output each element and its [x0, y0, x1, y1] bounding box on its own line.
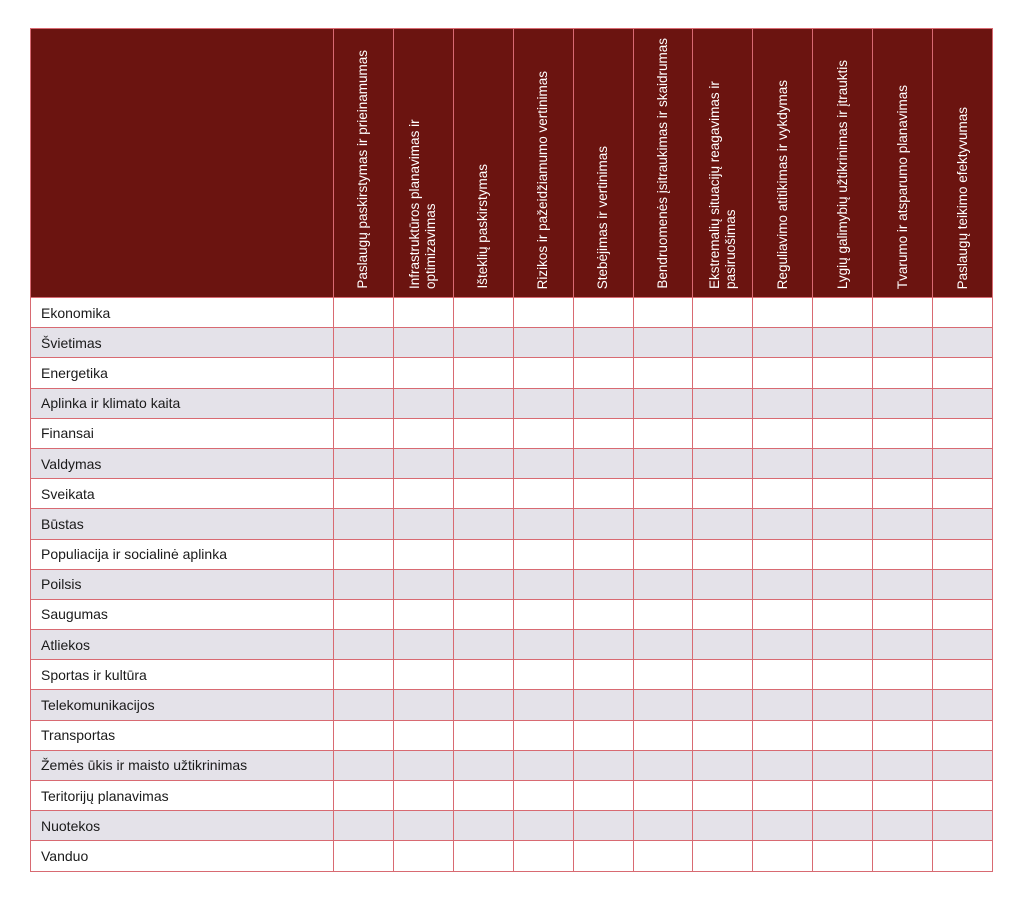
matrix-cell	[453, 841, 513, 871]
matrix-cell	[453, 811, 513, 841]
matrix-cell	[393, 630, 453, 660]
header-row	[31, 29, 993, 298]
column-header	[393, 29, 453, 298]
matrix-cell	[393, 750, 453, 780]
matrix-cell	[453, 418, 513, 448]
table-row	[31, 388, 993, 418]
table-row	[31, 328, 993, 358]
matrix-cell	[873, 358, 933, 388]
matrix-cell	[393, 690, 453, 720]
table-row	[31, 358, 993, 388]
matrix-cell	[753, 841, 813, 871]
matrix-cell	[933, 388, 993, 418]
matrix-cell	[753, 720, 813, 750]
matrix-cell	[633, 750, 693, 780]
table-row	[31, 569, 993, 599]
matrix-cell	[453, 358, 513, 388]
matrix-cell	[753, 479, 813, 509]
matrix-cell	[573, 448, 633, 478]
matrix-cell	[513, 569, 573, 599]
matrix-cell	[933, 509, 993, 539]
matrix-cell	[693, 569, 753, 599]
matrix-cell	[334, 599, 394, 629]
table-row	[31, 448, 993, 478]
table-row	[31, 418, 993, 448]
matrix-cell	[573, 358, 633, 388]
matrix-cell	[573, 720, 633, 750]
matrix-cell	[393, 841, 453, 871]
matrix-cell	[933, 418, 993, 448]
row-label: Populiacija ir socialinė aplinka	[31, 539, 334, 569]
column-header	[753, 29, 813, 298]
row-label: Nuotekos	[31, 811, 334, 841]
matrix-cell	[753, 509, 813, 539]
matrix-cell	[693, 811, 753, 841]
table-row	[31, 298, 993, 328]
row-label: Sportas ir kultūra	[31, 660, 334, 690]
matrix-cell	[513, 509, 573, 539]
matrix-cell	[573, 418, 633, 448]
matrix-cell	[513, 690, 573, 720]
column-header-label: Paslaugų paskirstymas ir prieinamumas	[355, 50, 371, 289]
matrix-cell	[693, 479, 753, 509]
matrix-cell	[933, 720, 993, 750]
matrix-cell	[453, 781, 513, 811]
matrix-cell	[693, 539, 753, 569]
matrix-cell	[393, 328, 453, 358]
matrix-cell	[753, 358, 813, 388]
matrix-cell	[573, 781, 633, 811]
matrix-cell	[513, 448, 573, 478]
matrix-cell	[753, 750, 813, 780]
table-row	[31, 599, 993, 629]
table-row	[31, 811, 993, 841]
matrix-cell	[393, 539, 453, 569]
matrix-cell	[393, 599, 453, 629]
matrix-cell	[693, 509, 753, 539]
matrix-cell	[393, 720, 453, 750]
column-header-label: Lygių galimybių užtikrinimas ir įtrauktis	[834, 59, 850, 289]
row-label: Energetika	[31, 358, 334, 388]
matrix-cell	[334, 690, 394, 720]
column-header-label: Išteklių paskirstymas	[475, 164, 491, 289]
matrix-cell	[693, 720, 753, 750]
matrix-cell	[513, 781, 573, 811]
matrix-cell	[873, 328, 933, 358]
column-header	[334, 29, 394, 298]
row-label: Sveikata	[31, 479, 334, 509]
matrix-cell	[753, 298, 813, 328]
matrix-cell	[453, 539, 513, 569]
matrix-cell	[873, 569, 933, 599]
matrix-cell	[334, 569, 394, 599]
row-label: Transportas	[31, 720, 334, 750]
matrix-cell	[513, 630, 573, 660]
matrix-cell	[573, 388, 633, 418]
matrix-cell	[393, 569, 453, 599]
matrix-cell	[753, 690, 813, 720]
matrix-cell	[813, 750, 873, 780]
matrix-cell	[813, 630, 873, 660]
matrix-cell	[873, 660, 933, 690]
matrix-cell	[633, 720, 693, 750]
matrix-cell	[933, 569, 993, 599]
matrix-cell	[693, 841, 753, 871]
matrix-cell	[873, 750, 933, 780]
matrix-cell	[633, 841, 693, 871]
matrix-cell	[813, 781, 873, 811]
matrix-cell	[873, 841, 933, 871]
matrix-cell	[334, 448, 394, 478]
matrix-cell	[933, 358, 993, 388]
matrix-cell	[573, 569, 633, 599]
matrix-cell	[873, 781, 933, 811]
matrix-cell	[933, 599, 993, 629]
column-header	[873, 29, 933, 298]
matrix-cell	[513, 811, 573, 841]
matrix-cell	[693, 750, 753, 780]
matrix-cell	[453, 750, 513, 780]
matrix-cell	[334, 811, 394, 841]
matrix-cell	[753, 599, 813, 629]
matrix-cell	[873, 630, 933, 660]
matrix-cell	[573, 539, 633, 569]
matrix-cell	[334, 630, 394, 660]
matrix-cell	[873, 599, 933, 629]
matrix-cell	[513, 720, 573, 750]
matrix-cell	[453, 720, 513, 750]
row-label: Teritorijų planavimas	[31, 781, 334, 811]
matrix-cell	[513, 599, 573, 629]
matrix-cell	[813, 509, 873, 539]
matrix-cell	[753, 448, 813, 478]
matrix-cell	[573, 328, 633, 358]
matrix-cell	[753, 539, 813, 569]
column-header	[453, 29, 513, 298]
table-row	[31, 539, 993, 569]
matrix-cell	[633, 479, 693, 509]
column-header	[813, 29, 873, 298]
assessment-matrix-table	[30, 28, 993, 872]
matrix-cell	[334, 358, 394, 388]
matrix-cell	[693, 418, 753, 448]
matrix-cell	[633, 539, 693, 569]
matrix-cell	[933, 750, 993, 780]
column-header-label: Reguliavimo atitikimas ir vykdymas	[774, 79, 790, 289]
matrix-cell	[813, 720, 873, 750]
matrix-cell	[933, 479, 993, 509]
table-row	[31, 509, 993, 539]
matrix-cell	[813, 660, 873, 690]
matrix-cell	[933, 660, 993, 690]
matrix-cell	[813, 358, 873, 388]
matrix-cell	[453, 328, 513, 358]
matrix-cell	[633, 690, 693, 720]
matrix-cell	[393, 448, 453, 478]
matrix-cell	[933, 539, 993, 569]
matrix-cell	[633, 630, 693, 660]
matrix-cell	[693, 328, 753, 358]
row-label: Saugumas	[31, 599, 334, 629]
matrix-cell	[334, 720, 394, 750]
matrix-cell	[573, 750, 633, 780]
matrix-cell	[633, 660, 693, 690]
matrix-cell	[933, 298, 993, 328]
matrix-cell	[633, 509, 693, 539]
matrix-cell	[693, 358, 753, 388]
matrix-cell	[393, 418, 453, 448]
matrix-cell	[813, 388, 873, 418]
column-header	[633, 29, 693, 298]
header-corner-cell	[31, 29, 334, 298]
matrix-cell	[753, 328, 813, 358]
row-label: Žemės ūkis ir maisto užtikrinimas	[31, 750, 334, 780]
matrix-cell	[933, 811, 993, 841]
matrix-cell	[693, 630, 753, 660]
matrix-cell	[933, 448, 993, 478]
matrix-cell	[573, 841, 633, 871]
table-row	[31, 479, 993, 509]
matrix-cell	[753, 630, 813, 660]
matrix-cell	[813, 539, 873, 569]
matrix-cell	[813, 811, 873, 841]
table-row	[31, 841, 993, 871]
matrix-cell	[513, 328, 573, 358]
matrix-cell	[873, 388, 933, 418]
matrix-cell	[933, 630, 993, 660]
matrix-cell	[513, 750, 573, 780]
matrix-cell	[873, 509, 933, 539]
matrix-cell	[753, 660, 813, 690]
matrix-cell	[334, 841, 394, 871]
matrix-cell	[933, 328, 993, 358]
matrix-cell	[693, 660, 753, 690]
row-label: Atliekos	[31, 630, 334, 660]
matrix-cell	[573, 298, 633, 328]
matrix-cell	[813, 298, 873, 328]
matrix-cell	[813, 569, 873, 599]
matrix-cell	[873, 298, 933, 328]
matrix-cell	[753, 388, 813, 418]
row-label: Valdymas	[31, 448, 334, 478]
matrix-cell	[753, 418, 813, 448]
column-header-label: Ekstremalių situacijų reagavimas ir pasiruošimas	[706, 81, 738, 289]
matrix-cell	[873, 479, 933, 509]
matrix-cell	[513, 539, 573, 569]
column-header-label: Rizikos ir pažeidžiamumo vertinimas	[535, 70, 551, 289]
matrix-cell	[453, 509, 513, 539]
row-label: Būstas	[31, 509, 334, 539]
column-header-label: Infrastruktūros planavimas ir optimizavimas	[407, 119, 439, 289]
matrix-cell	[393, 781, 453, 811]
table-row	[31, 660, 993, 690]
matrix-cell	[334, 328, 394, 358]
matrix-cell	[334, 660, 394, 690]
matrix-cell	[813, 599, 873, 629]
matrix-cell	[813, 328, 873, 358]
matrix-cell	[573, 690, 633, 720]
matrix-cell	[334, 781, 394, 811]
matrix-cell	[813, 479, 873, 509]
matrix-cell	[813, 841, 873, 871]
matrix-cell	[633, 328, 693, 358]
matrix-cell	[453, 599, 513, 629]
matrix-cell	[573, 509, 633, 539]
matrix-cell	[513, 479, 573, 509]
matrix-cell	[633, 358, 693, 388]
matrix-cell	[453, 388, 513, 418]
matrix-cell	[693, 690, 753, 720]
matrix-cell	[633, 298, 693, 328]
matrix-cell	[633, 418, 693, 448]
table-row	[31, 630, 993, 660]
matrix-cell	[393, 298, 453, 328]
column-header-label: Tvarumo ir atsparumo planavimas	[894, 84, 910, 289]
matrix-cell	[873, 539, 933, 569]
matrix-cell	[453, 448, 513, 478]
matrix-cell	[573, 660, 633, 690]
row-label: Telekomunikacijos	[31, 690, 334, 720]
matrix-cell	[334, 750, 394, 780]
matrix-cell	[453, 660, 513, 690]
matrix-cell	[633, 599, 693, 629]
matrix-cell	[573, 630, 633, 660]
column-header	[573, 29, 633, 298]
table-row	[31, 781, 993, 811]
matrix-cell	[753, 569, 813, 599]
matrix-cell	[633, 811, 693, 841]
matrix-cell	[693, 388, 753, 418]
matrix-cell	[513, 358, 573, 388]
matrix-cell	[573, 599, 633, 629]
table-body	[31, 298, 993, 872]
column-header	[693, 29, 753, 298]
matrix-cell	[693, 599, 753, 629]
matrix-cell	[633, 448, 693, 478]
table-row	[31, 720, 993, 750]
column-header-label: Bendruomenės įsitraukimas ir skaidrumas	[654, 38, 670, 289]
matrix-cell	[334, 539, 394, 569]
matrix-cell	[933, 690, 993, 720]
row-label: Finansai	[31, 418, 334, 448]
matrix-cell	[933, 841, 993, 871]
column-header-label: Paslaugų teikimo efektyvumas	[954, 106, 970, 289]
column-header-label: Stebėjimas ir vertinimas	[595, 145, 611, 289]
matrix-cell	[334, 509, 394, 539]
matrix-cell	[453, 569, 513, 599]
matrix-cell	[513, 298, 573, 328]
matrix-cell	[633, 569, 693, 599]
matrix-cell	[513, 418, 573, 448]
matrix-cell	[453, 479, 513, 509]
column-header	[933, 29, 993, 298]
matrix-cell	[453, 630, 513, 660]
matrix-cell	[873, 448, 933, 478]
matrix-cell	[334, 298, 394, 328]
matrix-cell	[693, 781, 753, 811]
matrix-cell	[693, 448, 753, 478]
matrix-cell	[873, 720, 933, 750]
row-label: Aplinka ir klimato kaita	[31, 388, 334, 418]
matrix-cell	[513, 841, 573, 871]
row-label: Švietimas	[31, 328, 334, 358]
table-row	[31, 690, 993, 720]
row-label: Poilsis	[31, 569, 334, 599]
matrix-cell	[813, 418, 873, 448]
column-header	[513, 29, 573, 298]
matrix-cell	[933, 781, 993, 811]
matrix-cell	[334, 388, 394, 418]
matrix-cell	[633, 781, 693, 811]
matrix-cell	[753, 811, 813, 841]
matrix-cell	[513, 660, 573, 690]
row-label: Ekonomika	[31, 298, 334, 328]
matrix-cell	[334, 479, 394, 509]
matrix-cell	[633, 388, 693, 418]
matrix-cell	[873, 690, 933, 720]
matrix-cell	[873, 418, 933, 448]
matrix-cell	[453, 690, 513, 720]
matrix-cell	[693, 298, 753, 328]
matrix-cell	[813, 448, 873, 478]
matrix-cell	[813, 690, 873, 720]
matrix-cell	[393, 358, 453, 388]
matrix-cell	[393, 509, 453, 539]
row-label: Vanduo	[31, 841, 334, 871]
matrix-cell	[753, 781, 813, 811]
matrix-cell	[873, 811, 933, 841]
matrix-cell	[573, 811, 633, 841]
matrix-cell	[453, 298, 513, 328]
matrix-cell	[393, 660, 453, 690]
matrix-cell	[393, 479, 453, 509]
matrix-cell	[573, 479, 633, 509]
table-row	[31, 750, 993, 780]
matrix-cell	[393, 811, 453, 841]
matrix-cell	[334, 418, 394, 448]
matrix-cell	[513, 388, 573, 418]
matrix-cell	[393, 388, 453, 418]
